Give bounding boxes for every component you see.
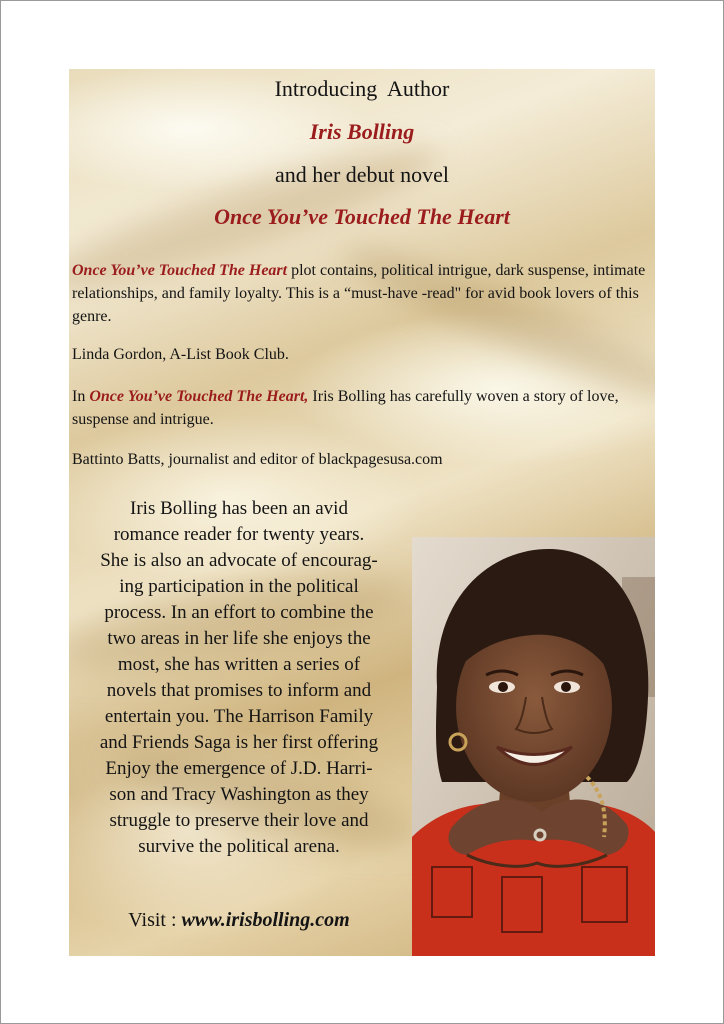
- author-photo: [412, 537, 655, 956]
- review-1-book-title: Once You’ve Touched The Heart: [72, 262, 288, 279]
- visit-line: [73, 909, 405, 932]
- author-name: Iris Bolling: [309, 119, 415, 144]
- intro-heading: Introducing Author: [274, 76, 450, 101]
- review-1-credit: Linda Gordon, A-List Book Club.: [72, 346, 289, 363]
- novel-title: Once You’ve Touched The Heart: [214, 204, 510, 229]
- bio-line: ing participation in the political: [119, 576, 359, 597]
- bio-line: romance reader for twenty years.: [113, 524, 365, 545]
- bio-line: two areas in her life she enjoys the: [107, 628, 371, 649]
- bio-line: entertain you. The Harrison Family: [104, 706, 374, 727]
- bio-line: Iris Bolling has been an avid: [130, 498, 348, 519]
- debut-line: and her debut novel: [274, 162, 450, 187]
- bio-line: son and Tracy Washington as they: [109, 784, 369, 805]
- bio-line: most, she has written a series of: [117, 654, 361, 675]
- review-2-text: Iris Bolling has carefully woven a story of love, suspense and intrigue.: [72, 388, 619, 428]
- bio-line: struggle to preserve their love and: [109, 810, 369, 831]
- website-link[interactable]: www.irisbolling.com: [181, 909, 350, 931]
- review-2-book-title: Once You’ve Touched The Heart,: [89, 388, 309, 405]
- bio-line: She is also an advocate of encourag-: [100, 550, 378, 571]
- author-portrait-illustration: [412, 537, 655, 956]
- review-1-text: plot contains, political intrigue, dark suspense, intimate relationships, and family loyalty. This is a “must-have -read" for avid book lovers of this genre.: [72, 262, 646, 325]
- review-quote-1: [72, 259, 650, 328]
- bio-line: process. In an effort to combine the: [104, 602, 374, 623]
- bio-line: survive the political arena.: [138, 836, 340, 857]
- book-flyer: [69, 69, 655, 956]
- bio-line: Enjoy the emergence of J.D. Harri-: [105, 758, 373, 779]
- bio-line: novels that promises to inform and: [106, 680, 372, 701]
- review-2-prefix: In: [72, 388, 90, 405]
- bio-line: and Friends Saga is her first offering: [99, 732, 379, 753]
- review-2-credit: Battinto Batts, journalist and editor of blackpagesusa.com: [72, 451, 443, 468]
- author-bio: [73, 496, 405, 860]
- visit-label: Visit :: [128, 909, 182, 931]
- review-quote-2: [72, 385, 650, 431]
